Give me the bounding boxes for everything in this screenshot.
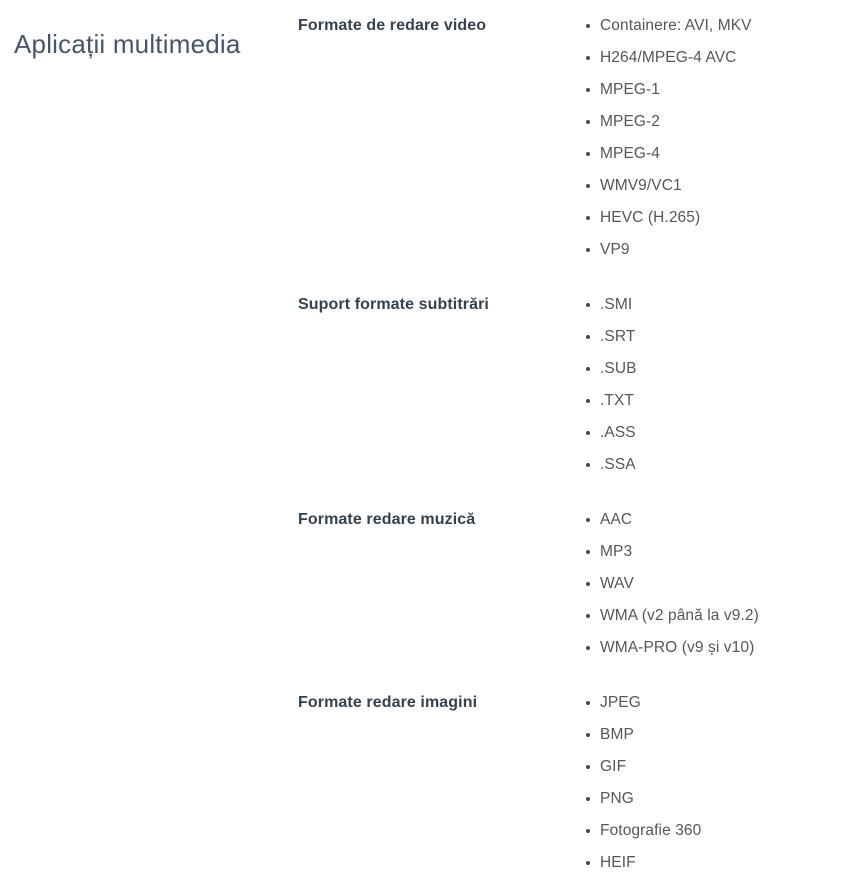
spec-list-item: HEIF: [578, 847, 856, 873]
spec-row: [298, 289, 856, 481]
spec-label: Suport formate subtitrări: [298, 296, 489, 313]
spec-list-item: BMP: [578, 719, 856, 751]
spec-list-item: WAV: [578, 568, 856, 600]
spec-list-item: Fotografie 360: [578, 815, 856, 847]
spec-list: [578, 289, 856, 481]
spec-list: [578, 687, 856, 873]
spec-row: [298, 10, 856, 266]
spec-list-item: MP3: [578, 536, 856, 568]
spec-list-item: HEVC (H.265): [578, 202, 856, 234]
spec-list-item: H264/MPEG-4 AVC: [578, 42, 856, 74]
spec-table: [298, 10, 856, 873]
spec-label: Formate de redare video: [298, 17, 487, 34]
spec-row: [298, 687, 856, 873]
spec-label: Formate redare muzică: [298, 511, 476, 528]
spec-label: Formate redare imagini: [298, 694, 478, 711]
spec-list-item: JPEG: [578, 687, 856, 719]
spec-list-item: .ASS: [578, 417, 856, 449]
spec-list-item: MPEG-4: [578, 138, 856, 170]
spec-list-item: .SSA: [578, 449, 856, 481]
spec-list-item: .TXT: [578, 385, 856, 417]
spec-list: [578, 504, 856, 664]
spec-list-item: GIF: [578, 751, 856, 783]
spec-list: [578, 10, 856, 266]
spec-list-item: .SUB: [578, 353, 856, 385]
section-title: Aplicații multimedia: [14, 29, 241, 60]
spec-row: [298, 504, 856, 664]
spec-list-item: PNG: [578, 783, 856, 815]
spec-list-item: .SRT: [578, 321, 856, 353]
spec-list-item: WMV9/VC1: [578, 170, 856, 202]
spec-list-item: MPEG-2: [578, 106, 856, 138]
spec-list-item: MPEG-1: [578, 74, 856, 106]
spec-list-item: .SMI: [578, 289, 856, 321]
spec-list-item: AAC: [578, 504, 856, 536]
spec-list-item: WMA (v2 până la v9.2): [578, 600, 856, 632]
spec-list-item: Containere: AVI, MKV: [578, 10, 856, 42]
spec-list-item: WMA-PRO (v9 și v10): [578, 632, 856, 664]
spec-list-item: VP9: [578, 234, 856, 266]
